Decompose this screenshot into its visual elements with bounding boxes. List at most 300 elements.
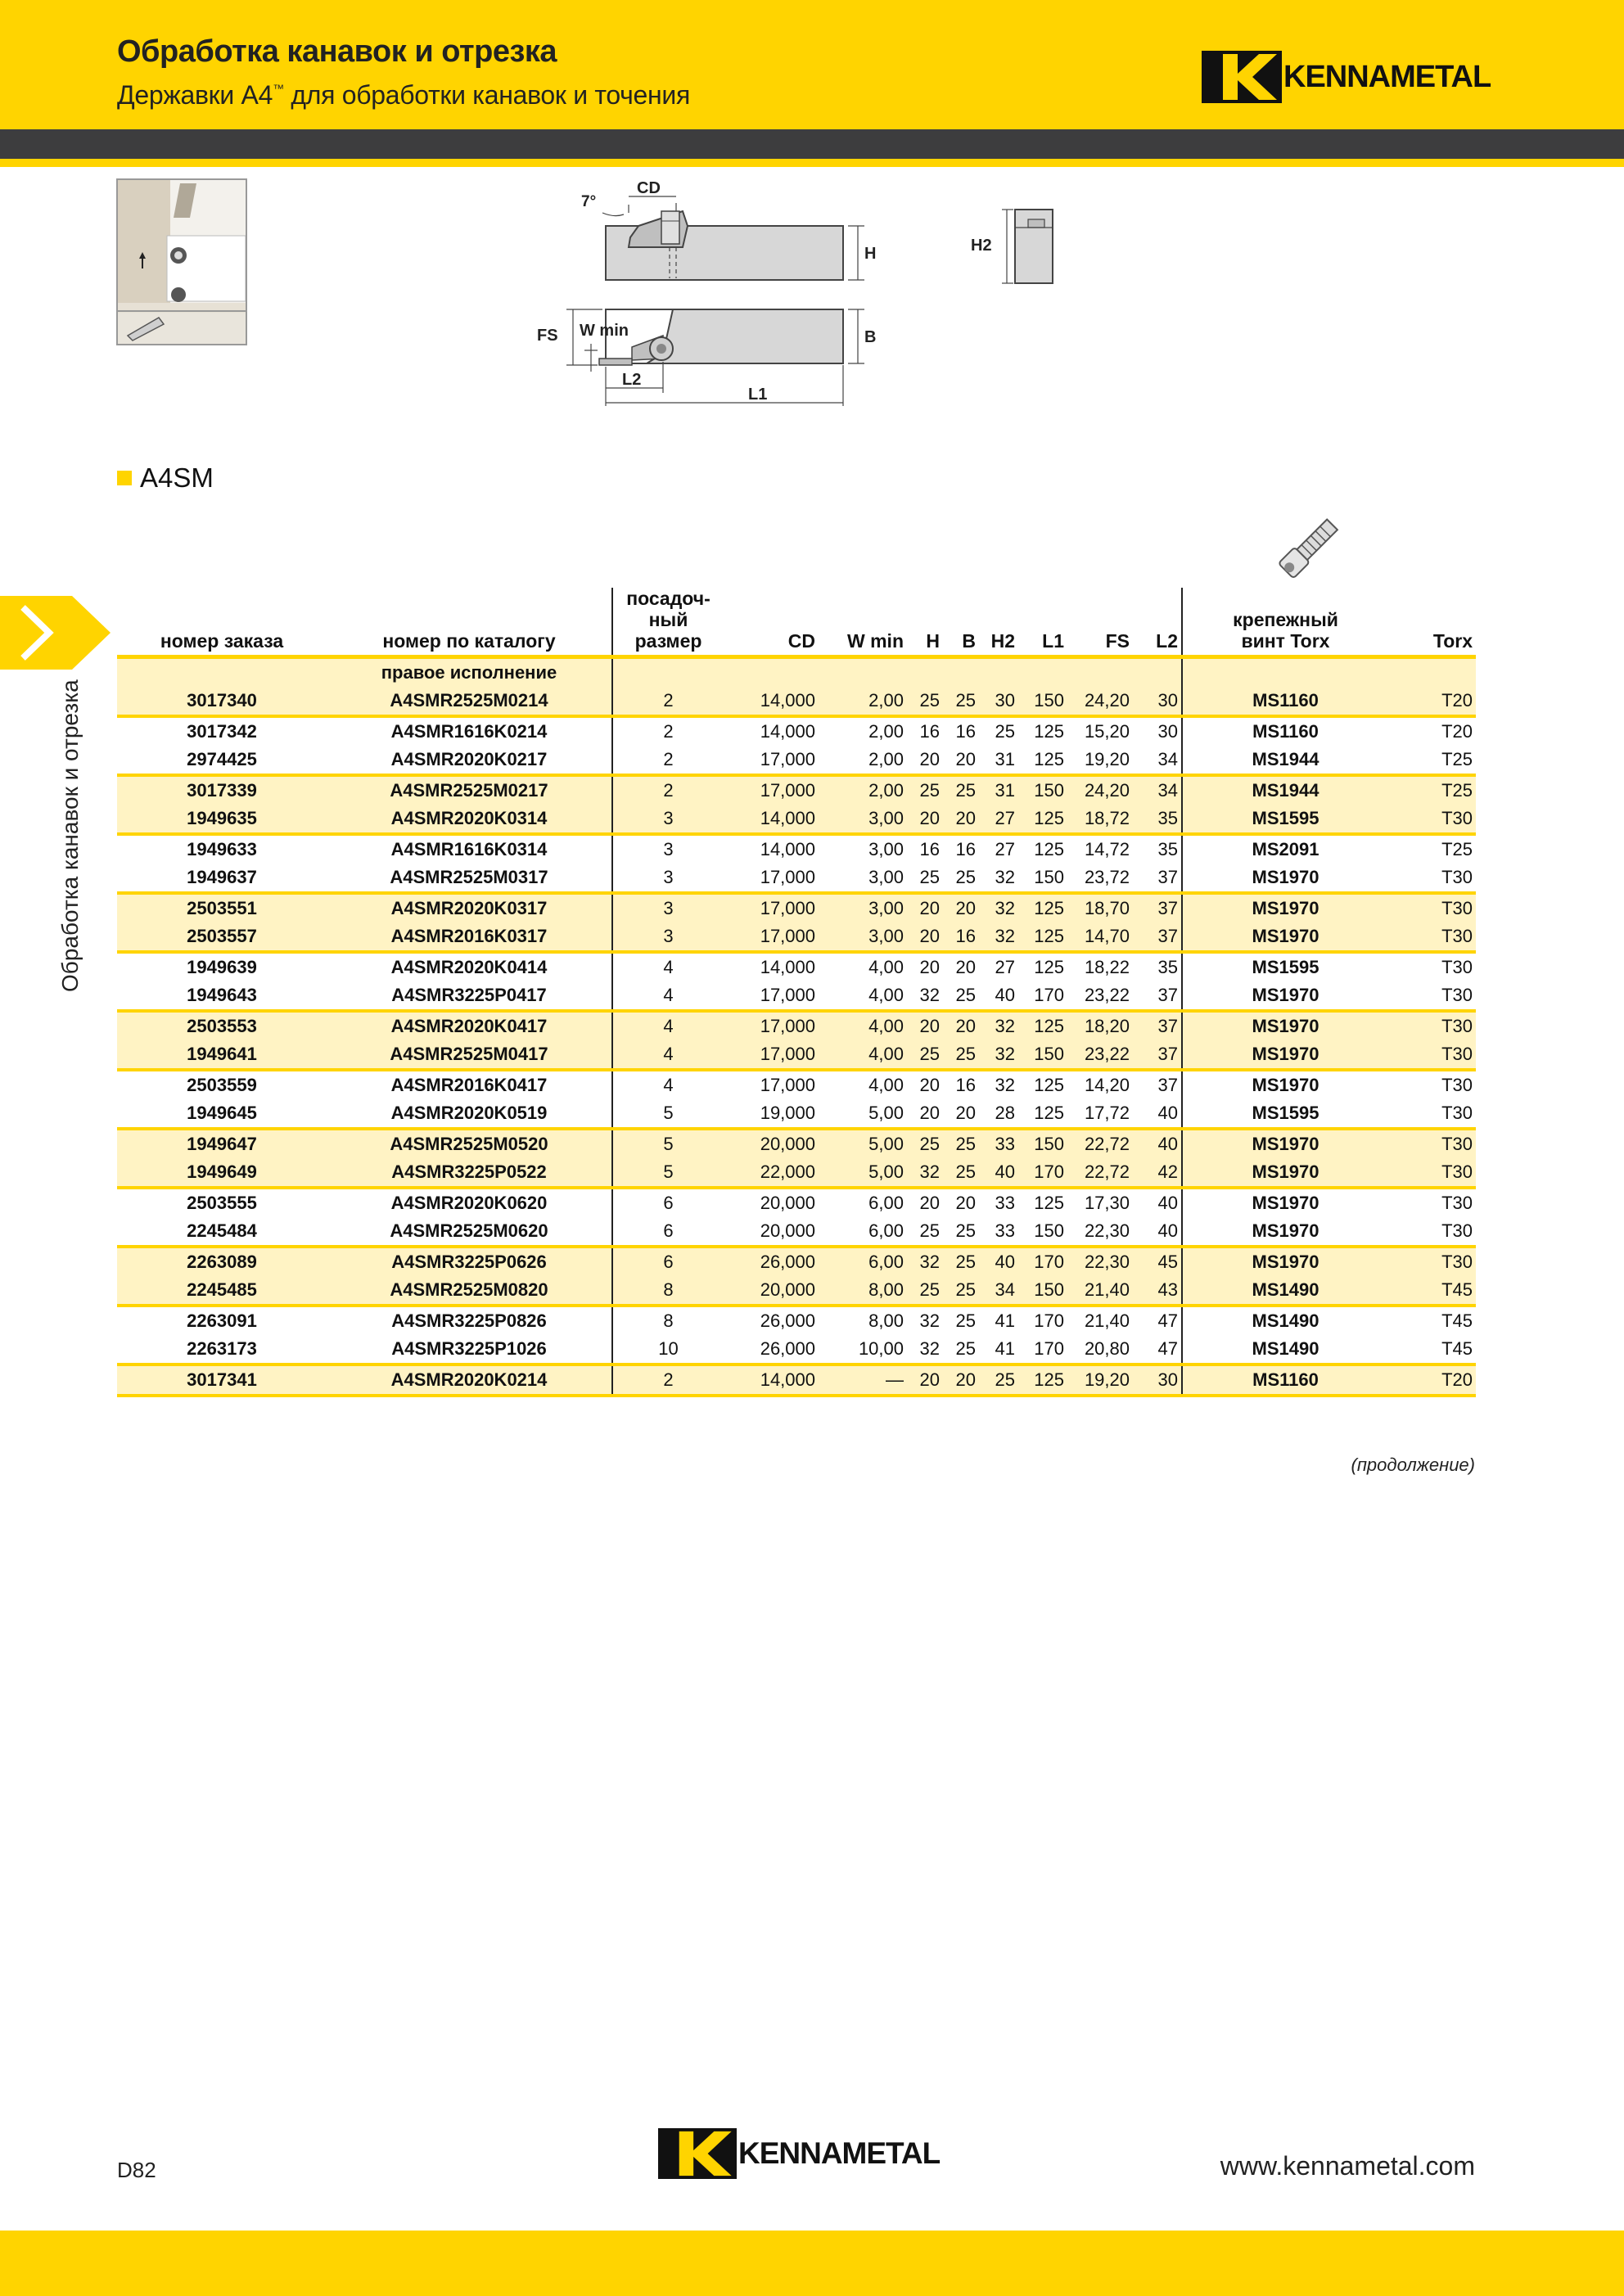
- label-fs: FS: [537, 327, 558, 345]
- cell-cd: 14,000: [724, 952, 819, 981]
- website-link[interactable]: www.kennametal.com: [1220, 2151, 1475, 2181]
- col-screw: [1182, 588, 1388, 657]
- cell-catalog: A4SMR2020K0214: [327, 1365, 612, 1396]
- section-marker-icon: [117, 471, 132, 485]
- cell-h: 25: [907, 1129, 943, 1158]
- screw-line-2: винт Torx: [1241, 630, 1330, 652]
- cell-catalog: A4SMR1616K0314: [327, 834, 612, 864]
- cell-h2: 32: [979, 1040, 1018, 1070]
- cell-wmin: 5,00: [819, 1158, 907, 1188]
- cell-h2: 30: [979, 687, 1018, 716]
- cell-order: 1949643: [187, 985, 257, 1005]
- cell-h: 32: [907, 1306, 943, 1335]
- cell-torx: T30: [1388, 1158, 1476, 1188]
- cell-b: 25: [943, 1158, 979, 1188]
- cell-l2: 40: [1157, 1220, 1178, 1241]
- cell-catalog: A4SMR2525M0417: [327, 1040, 612, 1070]
- cell-torx: T25: [1441, 749, 1473, 769]
- table-row: [117, 1011, 1476, 1040]
- cell-seat: 4: [612, 952, 724, 981]
- col-wmin: W min: [819, 588, 907, 657]
- cell-torx: T30: [1388, 1011, 1476, 1040]
- dimension-diagram: [532, 172, 1080, 417]
- cell-wmin: 4,00: [819, 1070, 907, 1099]
- cell-l1: 125: [1018, 1365, 1067, 1396]
- cell-b: 25: [943, 1276, 979, 1306]
- cell-wmin: —: [819, 1365, 907, 1396]
- cell-l1: 125: [1018, 805, 1067, 834]
- col-seat-size: [612, 588, 724, 657]
- cell-seat: 4: [612, 981, 724, 1011]
- cell-fs: 23,22: [1084, 985, 1130, 1005]
- cell-h2: 34: [979, 1276, 1018, 1306]
- cell-l1: 125: [1018, 1070, 1067, 1099]
- table-row: [117, 1129, 1476, 1158]
- cell-wmin: 2,00: [819, 716, 907, 746]
- cell-cd: 17,000: [760, 867, 815, 887]
- cell-wmin: 6,00: [868, 1220, 904, 1241]
- table-row: [117, 834, 1476, 864]
- cell-wmin: 4,00: [819, 952, 907, 981]
- cell-torx: T25: [1388, 834, 1476, 864]
- cell-seat: 2: [612, 775, 724, 805]
- cell-wmin: 4,00: [868, 985, 904, 1005]
- table-row: [117, 805, 1476, 834]
- cell-screw: MS1595: [1182, 1099, 1388, 1129]
- cell-order: 3017342: [117, 716, 327, 746]
- cell-order: 1949649: [117, 1158, 327, 1188]
- cell-h: 20: [907, 1188, 943, 1217]
- cell-wmin: 2,00: [819, 687, 907, 716]
- table-body: [117, 657, 1476, 1396]
- cell-h: 20: [907, 1011, 943, 1040]
- cell-h: 25: [907, 775, 943, 805]
- cell-screw: MS1970: [1182, 893, 1388, 922]
- cell-wmin: 3,00: [819, 922, 907, 952]
- cell-fs: 22,30: [1084, 1220, 1130, 1241]
- page-title: Обработка канавок и отрезка: [117, 34, 557, 69]
- cell-h2: 31: [995, 749, 1015, 769]
- cell-h2: 25: [979, 1365, 1018, 1396]
- table-row: [117, 1158, 1476, 1188]
- cell-l1: 125: [1034, 749, 1064, 769]
- cell-h2: 40: [995, 985, 1015, 1005]
- cell-screw: MS1160: [1182, 1365, 1388, 1396]
- label-b: B: [864, 328, 877, 346]
- cell-b: 20: [955, 1103, 976, 1123]
- application-thumbnail: [116, 178, 247, 345]
- cell-l1: 170: [1018, 1247, 1067, 1276]
- cell-catalog: A4SMR2020K0217: [390, 749, 548, 769]
- cell-h2: 33: [995, 1220, 1015, 1241]
- subtitle-main: Державки A4: [117, 80, 273, 110]
- cell-order: 1949639: [117, 952, 327, 981]
- table-row: [117, 1188, 1476, 1217]
- cell-h: 20: [907, 952, 943, 981]
- cell-h2: 33: [979, 1188, 1018, 1217]
- cell-l2: 47: [1133, 1306, 1182, 1335]
- cell-catalog: A4SMR2020K0414: [327, 952, 612, 981]
- cell-fs: 17,30: [1067, 1188, 1133, 1217]
- cell-fs: 15,20: [1067, 716, 1133, 746]
- cell-l1: 150: [1018, 775, 1067, 805]
- cell-screw: MS1595: [1182, 805, 1388, 834]
- cell-h: 20: [907, 893, 943, 922]
- cell-h: 16: [907, 716, 943, 746]
- cell-fs: 24,20: [1067, 775, 1133, 805]
- table-row: [117, 775, 1476, 805]
- cell-screw: MS2091: [1182, 834, 1388, 864]
- cell-seat: 5: [612, 1099, 724, 1129]
- cell-torx: T30: [1441, 867, 1473, 887]
- cell-cd: 14,000: [724, 687, 819, 716]
- cell-l2: 47: [1157, 1338, 1178, 1359]
- cell-catalog: A4SMR2020K0417: [327, 1011, 612, 1040]
- cell-catalog: A4SMR3225P0626: [327, 1247, 612, 1276]
- cell-torx: T20: [1388, 687, 1476, 716]
- table-row: [117, 1335, 1476, 1365]
- cell-l1: 150: [1018, 1276, 1067, 1306]
- cell-fs: 19,20: [1067, 1365, 1133, 1396]
- cell-h: 25: [919, 867, 940, 887]
- cell-h2: 40: [979, 1247, 1018, 1276]
- cell-l2: 34: [1157, 749, 1178, 769]
- label-l2: L2: [622, 371, 642, 389]
- cell-h2: 25: [979, 716, 1018, 746]
- cell-wmin: 5,00: [819, 1129, 907, 1158]
- cell-h2: 27: [979, 952, 1018, 981]
- label-l1: L1: [748, 386, 768, 404]
- cell-l2: 43: [1133, 1276, 1182, 1306]
- cell-fs: 20,80: [1084, 1338, 1130, 1359]
- cell-fs: 18,22: [1067, 952, 1133, 981]
- cell-wmin: 6,00: [819, 1188, 907, 1217]
- cell-h: 32: [919, 1338, 940, 1359]
- cell-order: 2503559: [117, 1070, 327, 1099]
- cell-torx: T30: [1388, 1247, 1476, 1276]
- label-h: H: [864, 245, 877, 263]
- col-fs: FS: [1067, 588, 1133, 657]
- cell-catalog: A4SMR2020K0314: [327, 805, 612, 834]
- cell-cd: 17,000: [760, 985, 815, 1005]
- cell-l1: 125: [1018, 952, 1067, 981]
- table-row: [117, 893, 1476, 922]
- seat-size-line-2: ный: [648, 609, 688, 630]
- cell-fs: 22,30: [1067, 1247, 1133, 1276]
- cell-l2: 37: [1133, 1040, 1182, 1070]
- cell-l2: 37: [1133, 1070, 1182, 1099]
- table-row: [117, 1365, 1476, 1396]
- col-h: H: [907, 588, 943, 657]
- right-hand-label: правое исполнение: [327, 657, 612, 688]
- cell-catalog: A4SMR2525M0214: [327, 687, 612, 716]
- cell-wmin: 8,00: [819, 1306, 907, 1335]
- cell-order: 1949645: [187, 1103, 257, 1123]
- cell-cd: 20,000: [760, 1220, 815, 1241]
- cell-torx: T20: [1388, 716, 1476, 746]
- cell-order: 2503557: [117, 922, 327, 952]
- cell-catalog: A4SMR2020K0620: [327, 1188, 612, 1217]
- cell-torx: T45: [1388, 1306, 1476, 1335]
- cell-screw: MS1595: [1182, 952, 1388, 981]
- cell-seat: 8: [612, 1276, 724, 1306]
- cell-seat: 3: [612, 864, 724, 893]
- cell-screw: MS1970: [1182, 1247, 1388, 1276]
- cell-cd: 17,000: [760, 749, 815, 769]
- cell-seat: 5: [612, 1129, 724, 1158]
- footer-logo: [658, 2128, 940, 2179]
- cell-wmin: 4,00: [819, 1040, 907, 1070]
- cell-seat: 5: [612, 1158, 724, 1188]
- cell-h2: 27: [979, 834, 1018, 864]
- cell-fs: 14,70: [1067, 922, 1133, 952]
- torx-screw-icon: [1261, 509, 1351, 591]
- cell-seat: 4: [612, 1011, 724, 1040]
- cell-cd: 20,000: [724, 1276, 819, 1306]
- cell-torx: T45: [1441, 1338, 1473, 1359]
- cell-b: 25: [943, 1040, 979, 1070]
- continued-note: (продолжение): [1351, 1455, 1475, 1475]
- cell-l2: 30: [1133, 716, 1182, 746]
- cell-catalog: A4SMR3225P0826: [327, 1306, 612, 1335]
- cell-h: 20: [907, 1070, 943, 1099]
- cell-screw: MS1160: [1182, 716, 1388, 746]
- cell-cd: 17,000: [724, 1070, 819, 1099]
- cell-fs: 18,20: [1067, 1011, 1133, 1040]
- cell-catalog: A4SMR3225P1026: [391, 1338, 547, 1359]
- cell-torx: T25: [1388, 775, 1476, 805]
- cell-h: 25: [907, 687, 943, 716]
- cell-torx: T30: [1388, 952, 1476, 981]
- cell-order: 2245484: [187, 1220, 257, 1241]
- cell-fs: 21,40: [1067, 1306, 1133, 1335]
- cell-torx: T30: [1388, 1188, 1476, 1217]
- cell-order: 2263089: [117, 1247, 327, 1276]
- cell-seat: 6: [612, 1188, 724, 1217]
- cell-torx: T30: [1388, 1129, 1476, 1158]
- cell-order: 2503551: [117, 893, 327, 922]
- page-number: D82: [117, 2158, 156, 2182]
- cell-h: 16: [907, 834, 943, 864]
- cell-screw: MS1160: [1182, 687, 1388, 716]
- cell-l1: 125: [1018, 834, 1067, 864]
- cell-cd: 26,000: [724, 1306, 819, 1335]
- col-order-number: номер заказа: [117, 588, 327, 657]
- cell-torx: T30: [1388, 1040, 1476, 1070]
- cell-wmin: 2,00: [868, 749, 904, 769]
- cell-catalog: A4SMR2020K0519: [390, 1103, 548, 1123]
- cell-catalog: A4SMR2016K0417: [327, 1070, 612, 1099]
- cell-b: 20: [943, 1365, 979, 1396]
- cell-h2: 32: [979, 1070, 1018, 1099]
- label-cd: CD: [637, 179, 661, 197]
- right-hand-label-row: [117, 657, 1476, 688]
- table-row: [117, 716, 1476, 746]
- cell-wmin: 6,00: [819, 1247, 907, 1276]
- cell-h: 32: [907, 1158, 943, 1188]
- table-row: [117, 922, 1476, 952]
- cell-screw: MS1970: [1182, 1011, 1388, 1040]
- table-row: [117, 1306, 1476, 1335]
- cell-seat: 8: [612, 1306, 724, 1335]
- header-dark-band: [0, 129, 1624, 159]
- cell-b: 20: [943, 893, 979, 922]
- cell-seat: 2: [612, 716, 724, 746]
- cell-b: 20: [943, 1188, 979, 1217]
- cell-seat: 3: [612, 805, 724, 834]
- cell-b: 25: [943, 775, 979, 805]
- cell-order: 1949647: [117, 1129, 327, 1158]
- cell-wmin: 3,00: [819, 834, 907, 864]
- cell-screw: MS1944: [1182, 775, 1388, 805]
- cell-fs: 14,72: [1067, 834, 1133, 864]
- side-tab-label: Обработка канавок и отрезка: [57, 679, 83, 992]
- cell-cd: 26,000: [760, 1338, 815, 1359]
- cell-l1: 170: [1018, 1158, 1067, 1188]
- cell-h: 20: [919, 1103, 940, 1123]
- cell-b: 25: [943, 1306, 979, 1335]
- cell-l2: 40: [1133, 1188, 1182, 1217]
- cell-h: 20: [907, 1365, 943, 1396]
- header-yellow-rule: [0, 159, 1624, 167]
- cell-l1: 150: [1034, 867, 1064, 887]
- cell-l1: 150: [1034, 1220, 1064, 1241]
- cell-cd: 20,000: [724, 1129, 819, 1158]
- cell-h: 20: [907, 922, 943, 952]
- cell-l2: 37: [1133, 893, 1182, 922]
- cell-cd: 17,000: [724, 775, 819, 805]
- cell-h: 32: [907, 1247, 943, 1276]
- cell-catalog: A4SMR2525M0620: [390, 1220, 548, 1241]
- cell-seat: 6: [612, 1217, 724, 1247]
- cell-fs: 21,40: [1067, 1276, 1133, 1306]
- cell-wmin: 5,00: [868, 1103, 904, 1123]
- cell-screw: MS1970: [1182, 1158, 1388, 1188]
- cell-l2: 37: [1157, 985, 1178, 1005]
- cell-cd: 17,000: [724, 1040, 819, 1070]
- cell-cd: 14,000: [724, 834, 819, 864]
- cell-h: 25: [907, 1040, 943, 1070]
- cell-l1: 150: [1018, 1129, 1067, 1158]
- cell-screw: MS1970: [1182, 922, 1388, 952]
- cell-order: 3017339: [117, 775, 327, 805]
- cell-order: 2503555: [117, 1188, 327, 1217]
- cell-b: 16: [943, 1070, 979, 1099]
- col-cd: CD: [724, 588, 819, 657]
- cell-screw: MS1970: [1182, 1070, 1388, 1099]
- cell-h2: 33: [979, 1129, 1018, 1158]
- cell-fs: 18,70: [1067, 893, 1133, 922]
- cell-order: 1949633: [117, 834, 327, 864]
- table-row: [117, 952, 1476, 981]
- cell-order: 3017341: [117, 1365, 327, 1396]
- cell-seat: 6: [612, 1247, 724, 1276]
- cell-l1: 125: [1018, 893, 1067, 922]
- cell-b: 20: [943, 952, 979, 981]
- table-row: [117, 1099, 1476, 1129]
- cell-fs: 19,20: [1084, 749, 1130, 769]
- cell-cd: 14,000: [724, 805, 819, 834]
- cell-b: 20: [943, 805, 979, 834]
- cell-seat: 3: [612, 834, 724, 864]
- cell-torx: T30: [1388, 922, 1476, 952]
- cell-order: 1949641: [117, 1040, 327, 1070]
- cell-order: 2263173: [187, 1338, 257, 1359]
- header-logo: [1202, 51, 1491, 103]
- cell-screw: MS1970: [1182, 1129, 1388, 1158]
- cell-seat: 2: [612, 687, 724, 716]
- col-h2: H2: [979, 588, 1018, 657]
- table-header-row: [117, 588, 1476, 657]
- cell-l1: 170: [1034, 1338, 1064, 1359]
- cell-torx: T30: [1388, 805, 1476, 834]
- cell-l1: 125: [1034, 1103, 1064, 1123]
- cell-l1: 150: [1018, 687, 1067, 716]
- cell-b: 25: [943, 1247, 979, 1276]
- cell-l1: 170: [1034, 985, 1064, 1005]
- cell-order: 2503553: [117, 1011, 327, 1040]
- cell-catalog: A4SMR1616K0214: [327, 716, 612, 746]
- cell-l2: 40: [1133, 1129, 1182, 1158]
- section-title-text: A4SM: [140, 462, 214, 493]
- product-table: [117, 588, 1476, 1397]
- table-row: [117, 1247, 1476, 1276]
- cell-l1: 125: [1018, 922, 1067, 952]
- cell-screw: MS1970: [1182, 1188, 1388, 1217]
- col-l1: L1: [1018, 588, 1067, 657]
- footer-band: [0, 2231, 1624, 2296]
- cell-l2: 42: [1133, 1158, 1182, 1188]
- cell-fs: 22,72: [1067, 1129, 1133, 1158]
- cell-screw: MS1490: [1182, 1306, 1388, 1335]
- cell-h2: 32: [995, 867, 1015, 887]
- trademark-mark: ™: [273, 82, 284, 95]
- cell-catalog: A4SMR2016K0317: [327, 922, 612, 952]
- cell-screw: MS1490: [1182, 1335, 1388, 1365]
- cell-torx: T45: [1388, 1276, 1476, 1306]
- cell-catalog: A4SMR2525M0820: [327, 1276, 612, 1306]
- col-torx: Torx: [1388, 588, 1476, 657]
- cell-l2: 35: [1133, 952, 1182, 981]
- cell-screw: MS1970: [1182, 864, 1388, 893]
- cell-catalog: A4SMR2525M0520: [327, 1129, 612, 1158]
- cell-h: 20: [907, 805, 943, 834]
- cell-torx: T30: [1441, 1220, 1473, 1241]
- cell-seat: 3: [612, 893, 724, 922]
- col-l2: L2: [1133, 588, 1182, 657]
- table-row: [117, 1040, 1476, 1070]
- cell-l1: 125: [1018, 1011, 1067, 1040]
- cell-catalog: A4SMR2020K0317: [327, 893, 612, 922]
- cell-b: 25: [943, 1129, 979, 1158]
- cell-l2: 40: [1157, 1103, 1178, 1123]
- cell-torx: T30: [1441, 985, 1473, 1005]
- cell-b: 16: [943, 922, 979, 952]
- cell-h2: 27: [979, 805, 1018, 834]
- cell-fs: 18,72: [1067, 805, 1133, 834]
- cell-seat: 3: [612, 922, 724, 952]
- cell-cd: 17,000: [724, 922, 819, 952]
- cell-order: 1949635: [117, 805, 327, 834]
- cell-seat: 4: [612, 1070, 724, 1099]
- cell-l2: 37: [1157, 867, 1178, 887]
- cell-order: 1949637: [187, 867, 257, 887]
- col-b: B: [943, 588, 979, 657]
- label-wmin: W min: [580, 322, 629, 340]
- cell-torx: T30: [1388, 893, 1476, 922]
- cell-h2: 41: [995, 1338, 1015, 1359]
- cell-cd: 22,000: [724, 1158, 819, 1188]
